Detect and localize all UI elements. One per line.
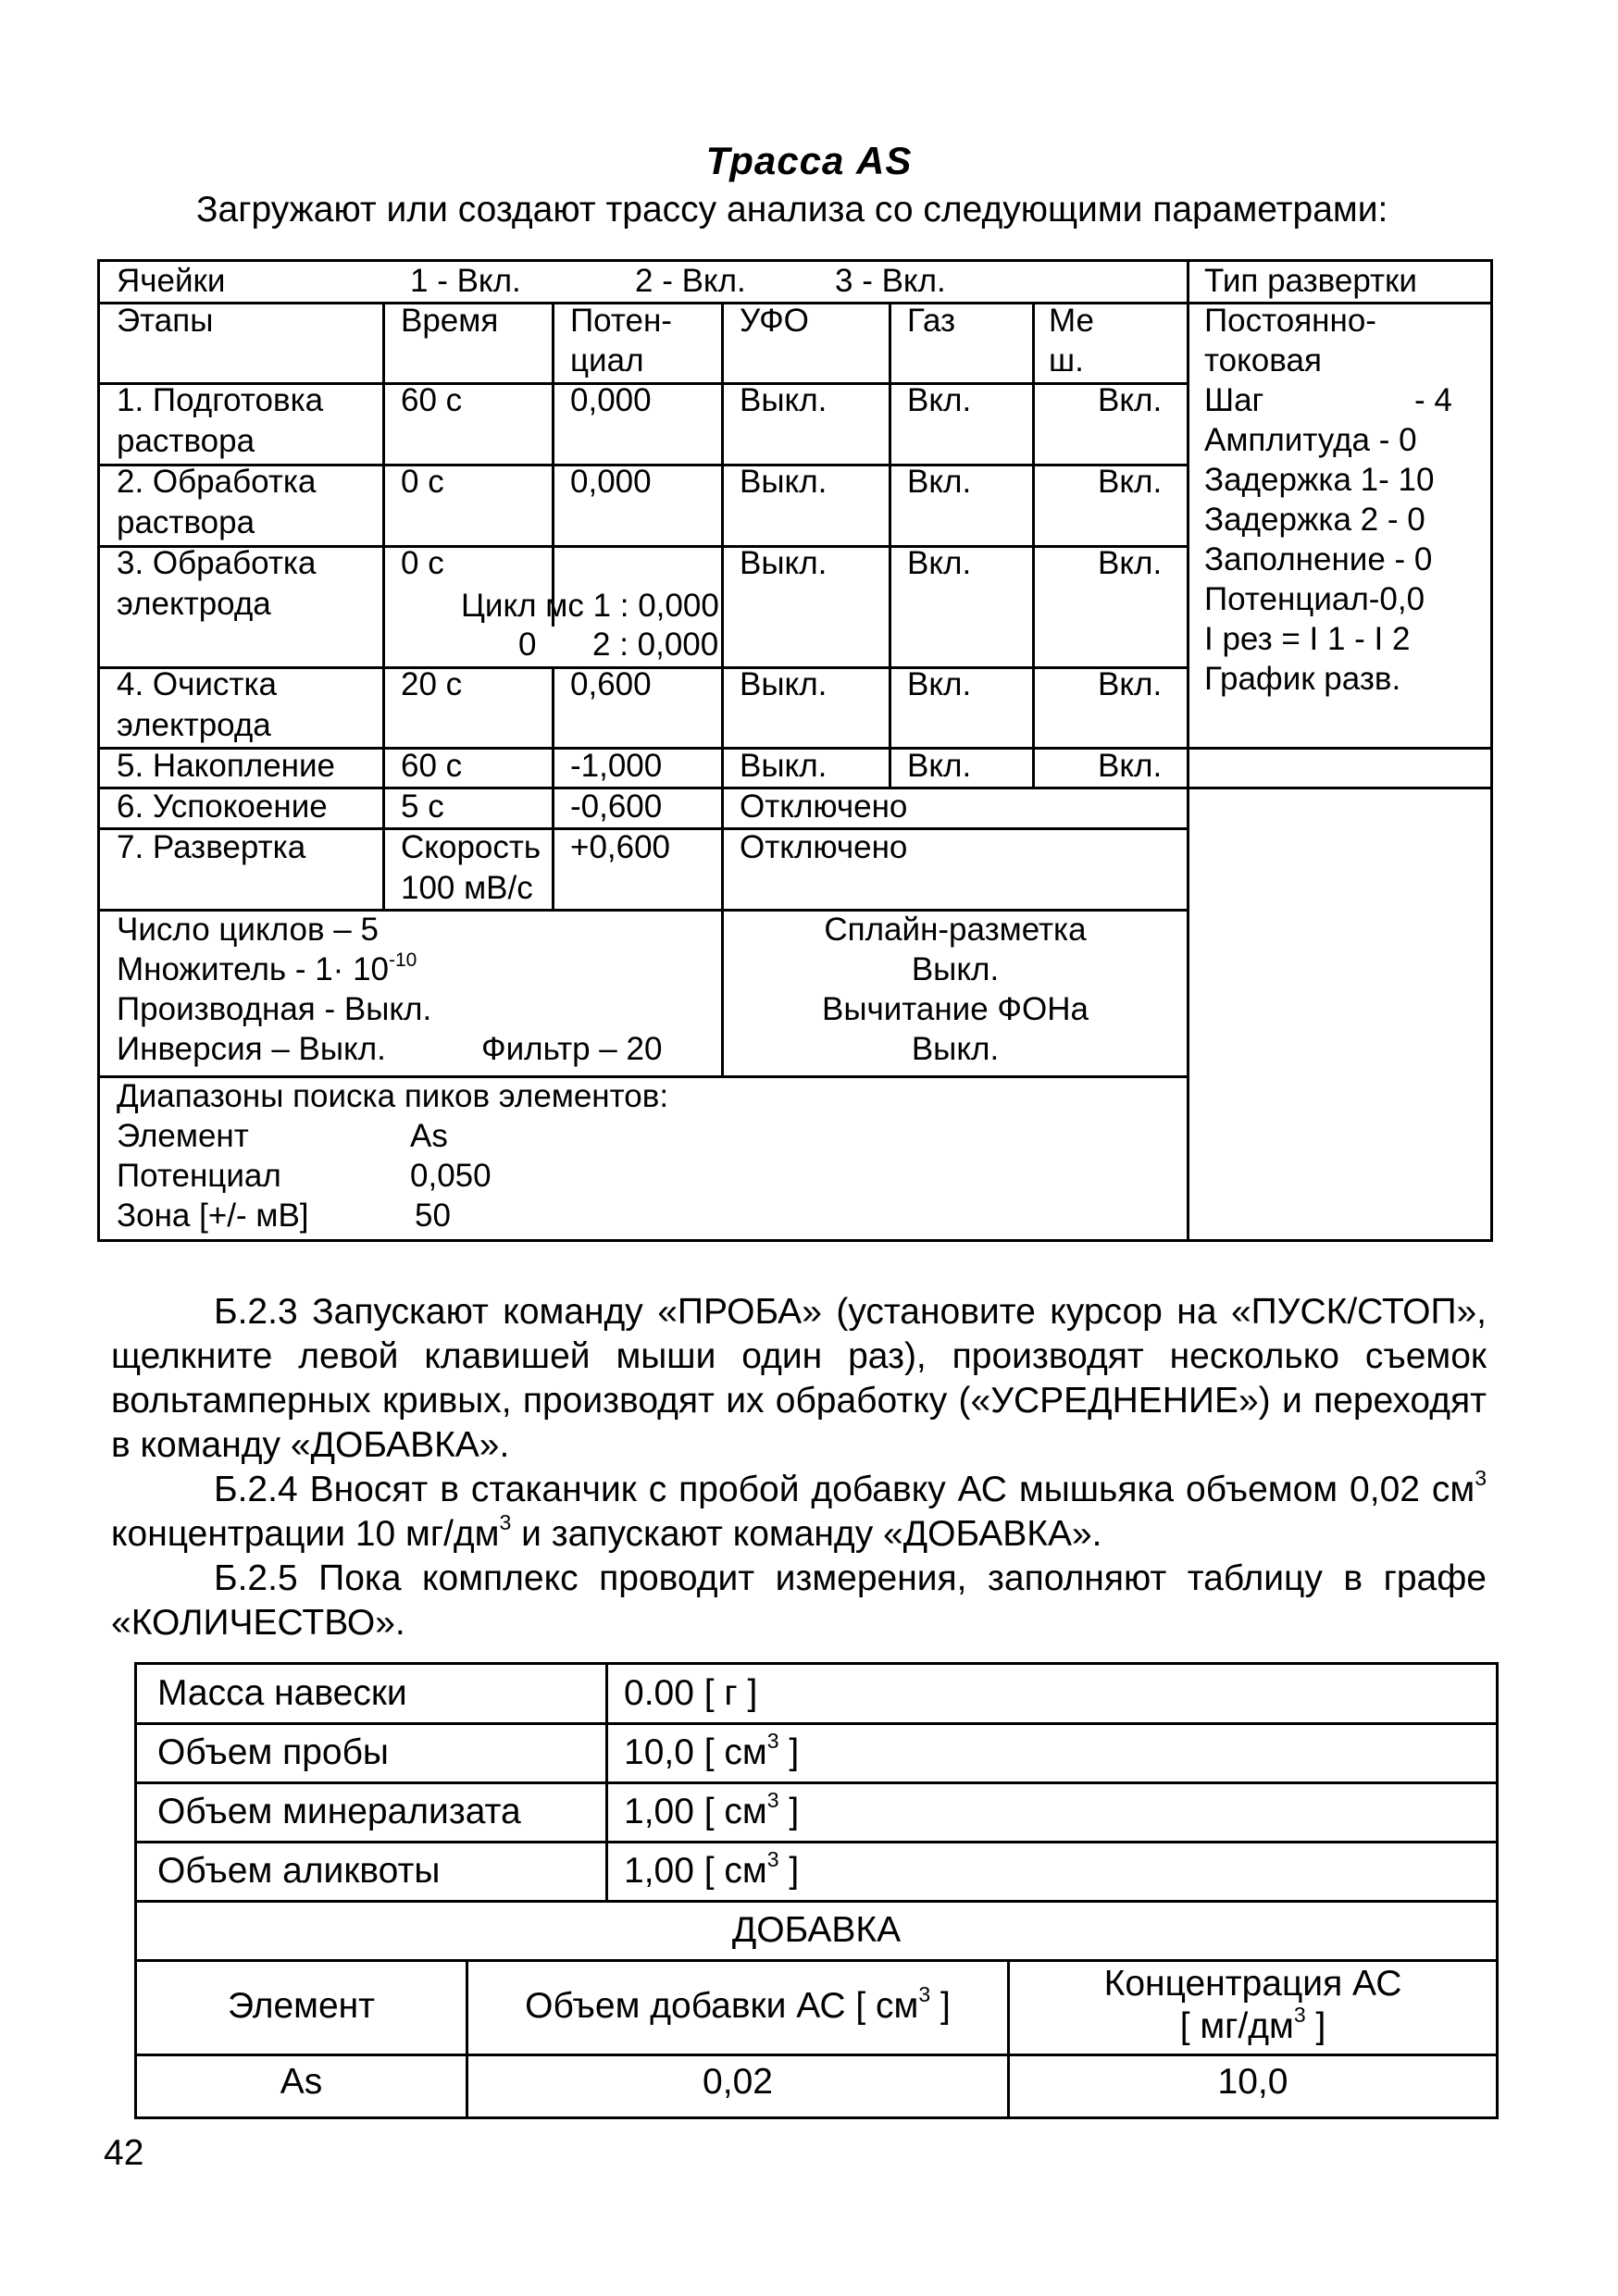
stage-5-time: 60 с xyxy=(401,748,463,784)
sweep-ires: I рез = I 1 - I 2 xyxy=(1204,621,1411,657)
paragraph-b23: Б.2.3 Запускают команду «ПРОБА» (установите курсор на «ПУСК/СТОП», щелкните левой клавишей мыши один раз), производят несколько съемок вольтамперных кривых, производят их обработку («УСРЕДНЕНИЕ») и переходят в команду «ДОБАВКА». xyxy=(111,1292,1487,1465)
peak-zone-value: 50 xyxy=(415,1198,451,1234)
mineralizate-volume-label: Объем минерализата xyxy=(157,1792,521,1831)
sweep-delay-1: Задержка 1- 10 xyxy=(1204,462,1435,498)
stage-7-speed: Скорость xyxy=(401,829,541,865)
stage-7-potential: +0,600 xyxy=(570,829,671,865)
stage-6-time: 5 с xyxy=(401,788,444,825)
stage-4-mixer: Вкл. xyxy=(1098,666,1163,702)
stage-1-gas: Вкл. xyxy=(907,382,972,418)
col-concentration-unit: [ $мг/дм^3$ ] xyxy=(1179,2003,1326,2046)
stage-6-name: 6. Успокоение xyxy=(117,788,328,825)
stage-1-name: 1. Подготовка xyxy=(117,382,324,418)
cycles-count: Число циклов – 5 xyxy=(117,912,379,948)
stage-4-ufo: Выкл. xyxy=(740,666,828,702)
stage-1-ufo: Выкл. xyxy=(740,382,828,418)
cell-3-status: 3 - Вкл. xyxy=(835,263,946,299)
background-value: Выкл. xyxy=(911,1031,1000,1067)
filter: Фильтр – 20 xyxy=(481,1031,663,1067)
cells-label: Ячейки xyxy=(117,263,226,299)
col-additive-volume: Объем добавки АС [ $см^3$ ] xyxy=(525,1982,951,2026)
cell-2-status: 2 - Вкл. xyxy=(635,263,746,299)
stage-5-gas: Вкл. xyxy=(907,748,972,784)
stage-3-time: 0 с xyxy=(401,545,444,581)
col-mixer: Ме xyxy=(1049,303,1095,339)
stage-3-cycle-zero: 0 xyxy=(518,627,537,663)
sample-volume-value: 10,0 [ $см^3$ ] xyxy=(624,1729,800,1772)
peak-element-label: Элемент xyxy=(117,1118,249,1154)
stage-3-gas: Вкл. xyxy=(907,545,972,581)
sweep-amplitude: Амплитуда - 0 xyxy=(1204,422,1417,458)
peak-potential-label: Потенциал xyxy=(117,1158,281,1194)
col-potential-cont: циал xyxy=(570,342,644,379)
col-potential: Потен- xyxy=(570,303,672,339)
page-number: 42 xyxy=(104,2133,144,2173)
sweep-type-header: Тип развертки xyxy=(1204,263,1417,299)
peak-potential-value: 0,050 xyxy=(410,1158,492,1194)
stage-3-name-cont: электрода xyxy=(117,586,271,622)
stage-2-name-cont: раствора xyxy=(117,504,255,540)
stage-4-name-cont: электрода xyxy=(117,707,271,743)
sweep-fill: Заполнение - 0 xyxy=(1204,541,1433,577)
stage-1-time: 60 с xyxy=(401,382,463,418)
additive-header: ДОБАВКА xyxy=(731,1910,902,1950)
sweep-step-value: - 4 xyxy=(1414,382,1452,418)
stage-4-time: 20 с xyxy=(401,666,463,702)
peaks-title: Диапазоны поиска пиков элементов: xyxy=(117,1078,669,1114)
background-label: Вычитание ФОНа xyxy=(821,991,1089,1027)
col-ufo: УФО xyxy=(740,303,809,339)
sweep-delay-2: Задержка 2 - 0 xyxy=(1204,502,1425,538)
stage-7-speed-value: 100 мВ/с xyxy=(401,870,533,906)
stage-6-status: Отключено xyxy=(740,788,908,825)
stage-3-mixer: Вкл. xyxy=(1098,545,1163,581)
stage-4-name: 4. Очистка xyxy=(117,666,278,702)
sweep-step-label: Шаг xyxy=(1204,382,1264,418)
stage-5-name: 5. Накопление xyxy=(117,748,336,784)
stage-3-cycle-step2: 2 : 0,000 xyxy=(592,627,719,663)
quantity-table xyxy=(134,1662,1499,2119)
col-mixer-cont: ш. xyxy=(1049,342,1084,379)
stage-7-status: Отключено xyxy=(740,829,908,865)
derivative: Производная - Выкл. xyxy=(117,991,432,1027)
mineralizate-volume-value: 1,00 [ $см^3$ ] xyxy=(624,1788,800,1831)
aliquot-volume-value: 1,00 [ $см^3$ ] xyxy=(624,1847,800,1891)
stage-3-name: 3. Обработка xyxy=(117,545,317,581)
stage-4-potential: 0,600 xyxy=(570,666,652,702)
stage-5-potential: -1,000 xyxy=(570,748,663,784)
stage-3-cycle: Цикл мс 1 : 0,000 xyxy=(461,588,719,624)
col-element: Элемент xyxy=(227,1986,376,2026)
stage-5-ufo: Выкл. xyxy=(740,748,828,784)
sweep-type-line2: токовая xyxy=(1204,342,1322,379)
stage-7-name: 7. Развертка xyxy=(117,829,306,865)
parameters-table xyxy=(97,259,1493,1242)
sweep-graph: График разв. xyxy=(1204,661,1401,697)
trace-subtitle: Загружают или создают трассу анализа со следующими параметрами: xyxy=(196,190,1388,230)
inversion: Инверсия – Выкл. xyxy=(117,1031,386,1067)
stage-2-ufo: Выкл. xyxy=(740,464,828,500)
multiplier: Множитель - $1\cdot 10^{-10}$ xyxy=(117,949,417,987)
stage-1-name-cont: раствора xyxy=(117,423,255,459)
stage-4-gas: Вкл. xyxy=(907,666,972,702)
peak-element-value: As xyxy=(410,1118,448,1154)
col-time: Время xyxy=(401,303,499,339)
col-gas: Газ xyxy=(907,303,956,339)
stage-1-potential: 0,000 xyxy=(570,382,652,418)
paragraph-b24: Б.2.4 Вносят в стаканчик с пробой добавку АС мышьяка объемом 0,02 $см^3$ концентрации 10 $мг/дм^3$ и запускают команду «ДОБАВКА». xyxy=(111,1466,1487,1554)
mass-label: Масса навески xyxy=(157,1673,407,1713)
stage-2-time: 0 с xyxy=(401,464,444,500)
stage-2-potential: 0,000 xyxy=(570,464,652,500)
stage-2-gas: Вкл. xyxy=(907,464,972,500)
sweep-type-line1: Постоянно- xyxy=(1204,303,1376,339)
additive-concentration: 10,0 xyxy=(1217,2062,1288,2102)
trace-title: Трасса AS xyxy=(705,139,913,182)
additive-element: As xyxy=(280,2062,323,2102)
stage-2-mixer: Вкл. xyxy=(1098,464,1163,500)
col-concentration: Концентрация АС xyxy=(1103,1964,1402,2004)
paragraph-b25: Б.2.5 Пока комплекс проводит измерения, заполняют таблицу в графе «КОЛИЧЕСТВО». xyxy=(111,1558,1487,1643)
mass-value: 0.00 [ г ] xyxy=(624,1673,758,1713)
stage-3-ufo: Выкл. xyxy=(740,545,828,581)
spline-value: Выкл. xyxy=(911,951,1000,987)
stage-1-mixer: Вкл. xyxy=(1098,382,1163,418)
additive-volume: 0,02 xyxy=(703,2062,773,2102)
stage-6-potential: -0,600 xyxy=(570,788,663,825)
cell-1-status: 1 - Вкл. xyxy=(410,263,521,299)
col-stages: Этапы xyxy=(117,303,214,339)
sweep-potential: Потенциал-0,0 xyxy=(1204,581,1425,617)
aliquot-volume-label: Объем аликвоты xyxy=(157,1851,441,1891)
spline-label: Сплайн-разметка xyxy=(824,912,1087,948)
sample-volume-label: Объем пробы xyxy=(157,1732,389,1772)
peak-zone-label: Зона [+/- мВ] xyxy=(117,1198,309,1234)
stage-5-mixer: Вкл. xyxy=(1098,748,1163,784)
stage-2-name: 2. Обработка xyxy=(117,464,317,500)
